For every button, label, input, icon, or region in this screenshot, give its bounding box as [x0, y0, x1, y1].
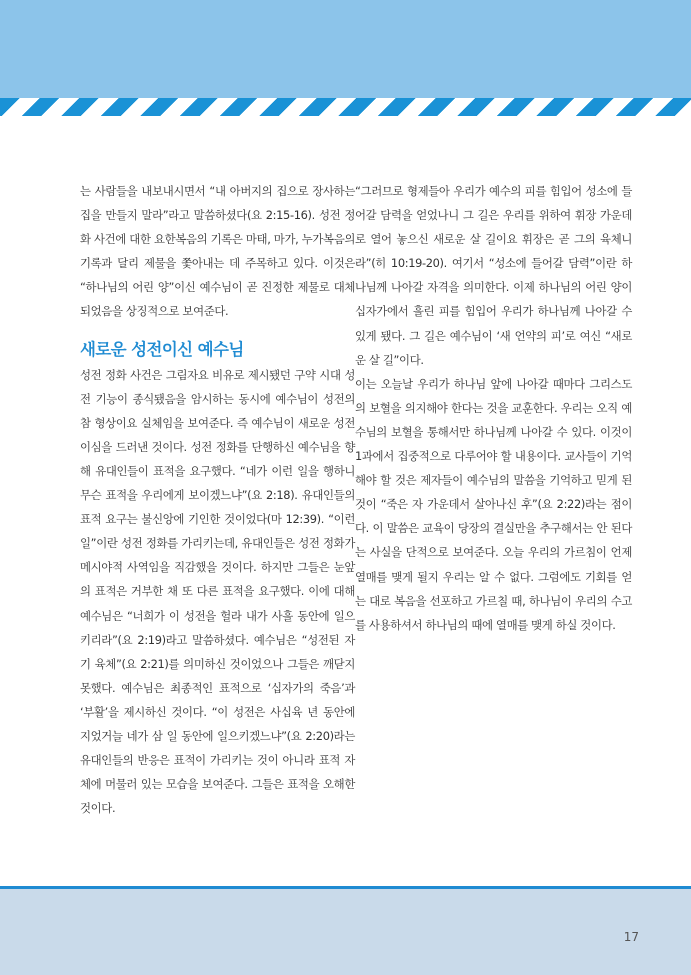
paragraph-2: 이는 오늘날 우리가 하나님 앞에 나아갈 때마다 그리스도의 보혈을 의지해야 한다는 것을 교훈한다. 우리는 오직 예수님의 보혈을 통해서만 하나님께 나아갈 수 있다. 이것이 1과에서 집중적으로 다루어야 할 내용이다. 교사들이 기억해야 할 것은 제자들이 예수님의 말씀을 기억하고 믿게 된 것이 “죽은 자 가운데서 살아나신 후”(요 2:22)라는 점이다. 이 말씀은 교육이 당장의 결실만을 추구해서는 안 된다는 사실을 단적으로 보여준다. 오늘 우리의 가르침이 언제 열매를 맺게 될지 우리는 알 수 없다. 그럼에도 기회를 얻는 대로 복음을 선포하고 가르칠 때, 하나님이 우리의 수고를 사용하셔서 하나님의 때에 열매를 맺게 하실 것이다. — [355, 376, 632, 632]
section-heading: 새로운 성전이신 예수님 — [80, 339, 244, 359]
diagonal-stripe-border — [0, 98, 691, 116]
left-column — [80, 179, 355, 820]
body-paragraph: 성전 정화 사건은 그림자요 비유로 제시됐던 구약 시대 성전 기능이 종식됐음을 암시하는 동시에 예수님이 성전의 참 형상이요 실체임을 보여준다. 즉 예수님이 새로운 성전이심을 드러낸 것이다. 성전 정화를 단행하신 예수님을 향해 유대인들이 표적을 요구했다. “네가 이런 일을 행하니 무슨 표적을 우리에게 보이겠느냐”(요 2:18). 유대인들의 표적 요구는 불신앙에 기인한 것이었다(마 12:39). “이런 일”이란 성전 정화를 가리키는데, 유대인들은 성전 정화가 메시야적 사역임을 직감했을 것이다. 하지만 그들은 눈앞의 표적은 거부한 채 또 다른 표적을 요구했다. 이에 대해 예수님은 “너희가 이 성전을 헐라 내가 사흘 동안에 일으키리라”(요 2:19)라고 말씀하셨다. 예수님은 “성전된 자기 육체”(요 2:21)를 의미하신 것이었으나 그들은 깨닫지 못했다. 예수님은 최종적인 표적으로 ‘십자가의 죽음’과 ‘부활’을 제시하신 것이다. “이 성전은 사십육 년 동안에 지었거늘 네가 삼 일 동안에 일으키겠느냐”(요 2:20)라는 유대인들의 반응은 표적이 가리키는 것이 아니라 표적 자체에 머물러 있는 모습을 보여준다. 그들은 표적을 오해한 것이다. — [80, 367, 355, 816]
footer-band — [0, 889, 691, 975]
paragraph-1: “그러므로 형제들아 우리가 예수의 피를 힘입어 성소에 들어갈 담력을 얻었나니 그 길은 우리를 위하여 휘장 가운데로 열어 놓으신 새로운 살 길이요 휘장은 곧 그의 육체니라”(히 10:19-20). 여기서 “성소에 들어갈 담력”이란 하나님께 나아갈 자격을 의미한다. 이제 하나님의 어린 양이 십자가에서 흘린 피를 힘입어 우리가 하나님께 나아갈 수 있게 됐다. 그 길은 예수님이 ‘새 언약의 피’로 여신 “새로운 살 길”이다. — [355, 184, 632, 367]
page-number: 17 — [623, 930, 639, 944]
intro-paragraph: 는 사람들을 내보내시면서 “내 아버지의 집으로 장사하는 집을 만들지 말라”라고 말씀하셨다(요 2:15-16). 성전 정화 사건에 대한 요한복음의 기록은 마태, 마가, 누가복음의 기록과 달리 제물을 쫓아내는 데 주목하고 있다. 이것은 “하나님의 어린 양”이신 예수님이 곧 진정한 제물로 대체되었음을 상징적으로 보여준다. — [80, 184, 355, 319]
header-band — [0, 0, 691, 98]
right-column — [355, 179, 632, 637]
